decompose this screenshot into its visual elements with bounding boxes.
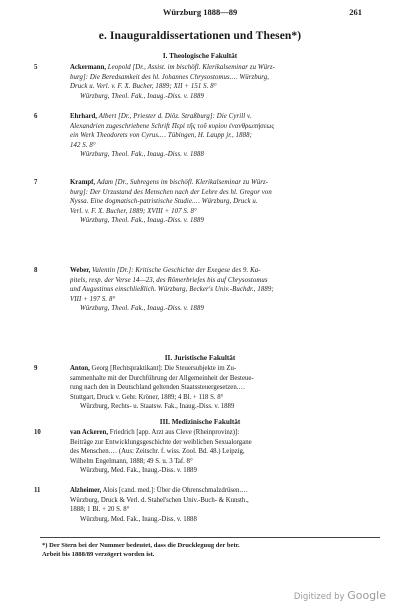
entry-line — [70, 428, 370, 438]
entry-line — [70, 266, 370, 276]
entry-faculty-note: Würzburg, Rechts- u. Staatsw. Fak., Inaug.-Diss. v. 1889 — [80, 403, 235, 411]
entry-faculty-note: Würzburg, Theol. Fak., Inaug.-Diss. v. 1888 — [80, 151, 204, 159]
entry-text: Alexandrien zugeschriebene Schrift Περὶ τῆς τοῦ κυρίου ἐνανθρωπήσεως — [70, 122, 275, 130]
entry-text: Beiträge zur Entwicklungsgeschichte der weiblichen Sexualorgane — [70, 438, 252, 446]
footnote-line: *) Der Stern bei der Nummer bedeutet, dass die Druckleguug der betr. — [42, 542, 240, 549]
digitized-watermark — [294, 589, 386, 602]
entry-body — [70, 428, 370, 476]
footnote-divider — [40, 537, 380, 538]
entry-text: 1888; 1 Bl. + 20 S. 8° — [70, 506, 130, 514]
footnote — [42, 541, 372, 560]
running-title: Würzburg 1888—89 — [162, 7, 238, 17]
entry-text: Valentin [Dr.]: Kritische Geschichte der Exegese des 9. Ka- — [92, 267, 261, 274]
entry-number: 5 — [34, 64, 38, 71]
entry-author: Alzheimer, — [70, 487, 102, 494]
entry-author: Krampf, — [70, 179, 96, 186]
entry-number: 7 — [34, 179, 38, 186]
entry-text: rung nach den in Deutschland geltenden Staatssteuergesetzen.… — [70, 384, 246, 392]
entry-text: Georg [Rechtspraktikant]: Die Steuersubjekte im Zu- — [91, 365, 237, 372]
entry-body — [70, 486, 370, 524]
entry-number: 10 — [34, 429, 41, 436]
entry-faculty-note: Würzburg, Theol. Fak., Inaug.-Diss. v. 1889 — [80, 217, 204, 225]
entry-faculty-note: Würzburg, Theol. Fak., Inaug.-Diss. v. 1889 — [80, 305, 204, 313]
entry-text: Stuttgart, Druck v. Gebr. Kröner, 1889; 4 Bl. + 118 S. 8° — [70, 393, 224, 401]
entry-text: und Augustinus einschließlich. Würzburg, Becker's Univ.-Buchdr., 1889; — [70, 286, 274, 294]
entry-text: Friedrich [app. Arzt aus Cleve (Rheinprovinz)]: — [109, 429, 240, 436]
entry-number: 9 — [34, 365, 38, 372]
faculty-heading-medicine: III. Medizinische Fakultät — [159, 418, 241, 426]
section-title: e. Inauguraldissertationen und Thesen*) — [98, 30, 302, 42]
faculty-heading-law: II. Juristische Fakultät — [164, 354, 236, 362]
entry-author: Ackermann, — [70, 64, 107, 71]
running-header — [0, 7, 400, 19]
page-number: 261 — [349, 7, 362, 17]
entry-faculty-note: Würzburg, Med. Fak., Inaug.-Diss. v. 1888 — [80, 515, 197, 523]
entry-text: Wilhelm Engelmann, 1888; 49 S. u. 3 Taf. 8° — [70, 457, 193, 465]
entry-line — [70, 486, 370, 496]
entry-text: Alois [cand. med.]: Über die Ohrenschmalzdrüsen.… — [102, 487, 248, 494]
entry-number: 8 — [34, 267, 38, 274]
entry-text: 142 S. 8° — [70, 141, 96, 149]
entry-author: Weber, — [70, 267, 91, 274]
entry-faculty-note: Würzburg, Theol. Fak., Inaug.-Diss. v. 1889 — [80, 92, 204, 100]
entry-body — [70, 63, 370, 101]
entry-line — [70, 112, 370, 122]
entry-author: Anton, — [70, 365, 90, 372]
entry-line — [70, 364, 370, 374]
entry-text: Leopold [Dr., Assist. im bischöfl. Klerikalseminar zu Würz- — [107, 64, 275, 71]
entry-text: burg]: Der Urzustand des Menschen nach der Lehre des hl. Gregor von — [70, 188, 272, 196]
entry-line — [70, 63, 370, 73]
entry-number: 11 — [34, 487, 41, 494]
entry-author: van Ackeren, — [70, 429, 109, 436]
google-logo: Google — [347, 589, 386, 602]
entry-line — [70, 178, 370, 188]
watermark-prefix: Digitized by — [293, 592, 345, 602]
entry-text: Druck u. Verl. v. F. X. Bucher, 1889; XII + 151 S. 8° — [70, 83, 217, 91]
entry-body — [70, 112, 370, 160]
entry-text: des Menschen.… (Aus: Zeitschr. f. wiss. Zool. Bd. 48.) Leipzig, — [70, 448, 245, 456]
entry-body — [70, 364, 370, 412]
entry-body — [70, 178, 370, 226]
entry-text: Verl. v. F. X. Bucher, 1889; XVIII + 107 S. 8° — [70, 207, 197, 215]
footnote-line: Arbeit bis 1888/89 verzögert worden ist. — [42, 551, 155, 559]
entry-text: Würzburg, Druck & Verl. d. Stahel'schen Univ.-Buch- & Kunsth., — [70, 496, 249, 504]
entry-text: sammenhalte mit der Durchführung der Allgemeinheit der Besteue- — [70, 374, 254, 382]
entry-text: Nyssa. Eine dogmatisch-patristische Studie.… Würzburg, Druck u. — [70, 198, 258, 206]
faculty-heading-theology: I. Theologische Fakultät — [162, 52, 238, 60]
entry-faculty-note: Würzburg, Med. Fak., Inaug.-Diss. v. 1889 — [80, 467, 197, 475]
entry-text: Albert [Dr., Priester d. Diöz. Straßburg]: Die Cyrill v. — [98, 113, 252, 120]
entry-number: 6 — [34, 113, 38, 120]
entry-text: burg]: Die Beredsamkeit des hl. Johannes Chrysostomus.… Würzburg, — [70, 73, 270, 81]
entry-text: Adam [Dr., Subregens im bischöfl. Klerikalseminar zu Würz- — [96, 179, 269, 186]
entry-text: ein Werk Theodorets von Cyrus.… Tübingen, H. Laupp jr., 1888; — [70, 132, 252, 140]
entry-author: Ehrhard, — [70, 113, 98, 120]
entry-body — [70, 266, 370, 314]
entry-text: VIII + 197 S. 8° — [70, 295, 116, 303]
entry-text: pitels, resp. der Verse 14—23, des Römerbriefes bis auf Chrysostomus — [70, 276, 268, 284]
